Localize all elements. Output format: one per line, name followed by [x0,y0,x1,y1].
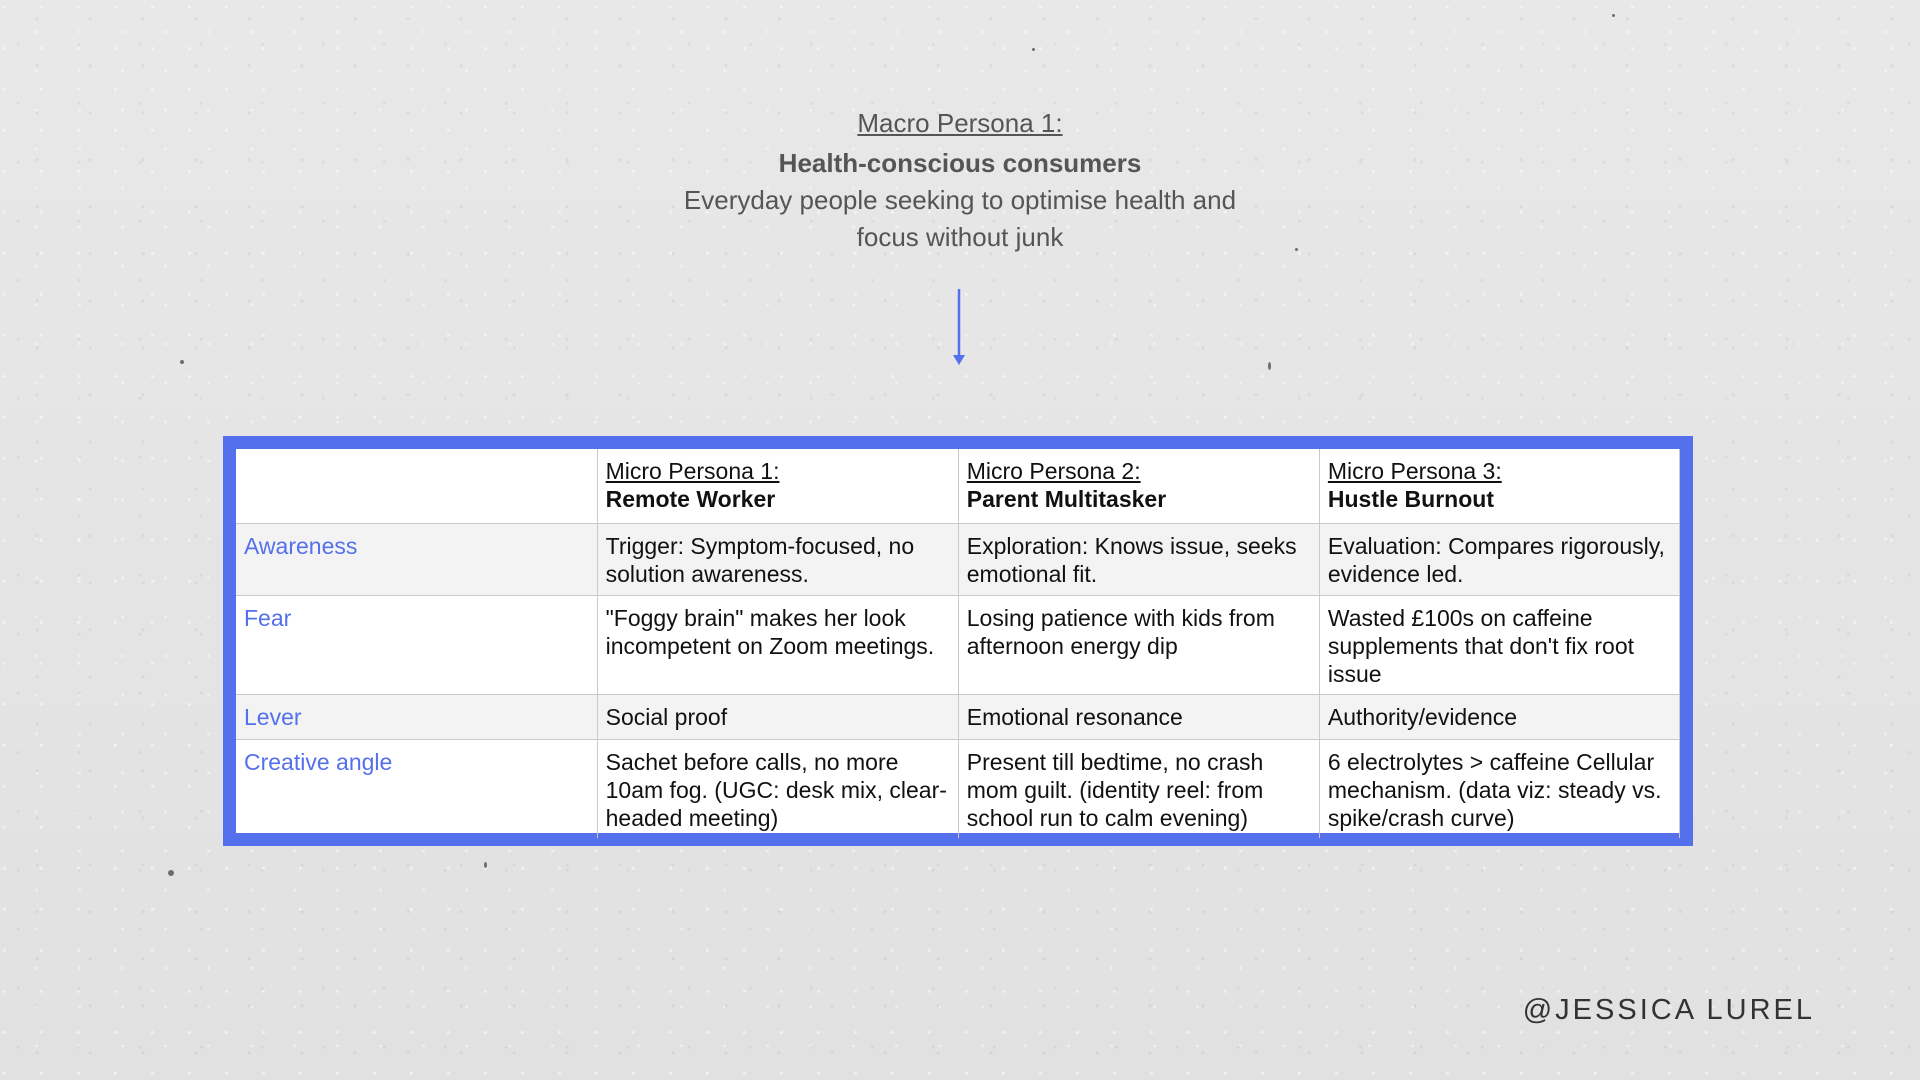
persona-table-frame [223,436,1693,846]
table-cell: Exploration: Knows issue, seeks emotional fit. [958,523,1319,595]
table-cell: Authority/evidence [1319,694,1679,739]
macro-persona-title: Health-conscious consumers [778,148,1142,178]
table-corner-cell [236,449,597,523]
row-label: Lever [236,694,597,739]
table-cell: Trigger: Symptom-focused, no solution awareness. [597,523,958,595]
row-label: Creative angle [236,739,597,838]
table-row-lever [236,694,1680,739]
table-cell: Social proof [597,694,958,739]
paper-speck [180,360,184,364]
arrow-down-icon [951,287,967,367]
persona-label: Micro Persona 1: [605,458,780,484]
table-row-fear [236,595,1680,694]
macro-persona-header [0,106,1920,256]
persona-name: Hustle Burnout [1327,486,1494,512]
column-header-persona-3 [1319,449,1679,523]
author-watermark: @JESSICA LUREL [1522,994,1815,1026]
paper-speck [168,870,174,876]
persona-name: Parent Multitasker [966,486,1167,512]
persona-table [236,449,1680,838]
table-cell: "Foggy brain" makes her look incompetent on Zoom meetings. [597,595,958,694]
macro-persona-description: Everyday people seeking to optimise health and focus without junk [683,185,1237,252]
row-label: Awareness [236,523,597,595]
paper-speck [1032,48,1035,51]
table-cell: Emotional resonance [958,694,1319,739]
persona-label: Micro Persona 3: [1327,458,1502,484]
table-row-awareness [236,523,1680,595]
table-cell: Present till bedtime, no crash mom guilt. (identity reel: from school run to calm evening) [958,739,1319,838]
table-header-row [236,449,1680,523]
persona-label: Micro Persona 2: [966,458,1141,484]
persona-name: Remote Worker [605,486,776,512]
table-cell: Wasted £100s on caffeine supplements that don't fix root issue [1319,595,1679,694]
paper-speck [484,862,487,868]
table-cell: 6 electrolytes > caffeine Cellular mechanism. (data viz: steady vs. spike/crash curve) [1319,739,1679,838]
column-header-persona-1 [597,449,958,523]
table-cell: Losing patience with kids from afternoon energy dip [958,595,1319,694]
table-cell: Sachet before calls, no more 10am fog. (UGC: desk mix, clear-headed meeting) [597,739,958,838]
paper-speck [1268,362,1271,370]
macro-persona-label: Macro Persona 1: [857,108,1063,138]
table-cell: Evaluation: Compares rigorously, evidence led. [1319,523,1679,595]
column-header-persona-2 [958,449,1319,523]
paper-speck [1612,14,1615,17]
row-label: Fear [236,595,597,694]
table-row-creative-angle [236,739,1680,838]
